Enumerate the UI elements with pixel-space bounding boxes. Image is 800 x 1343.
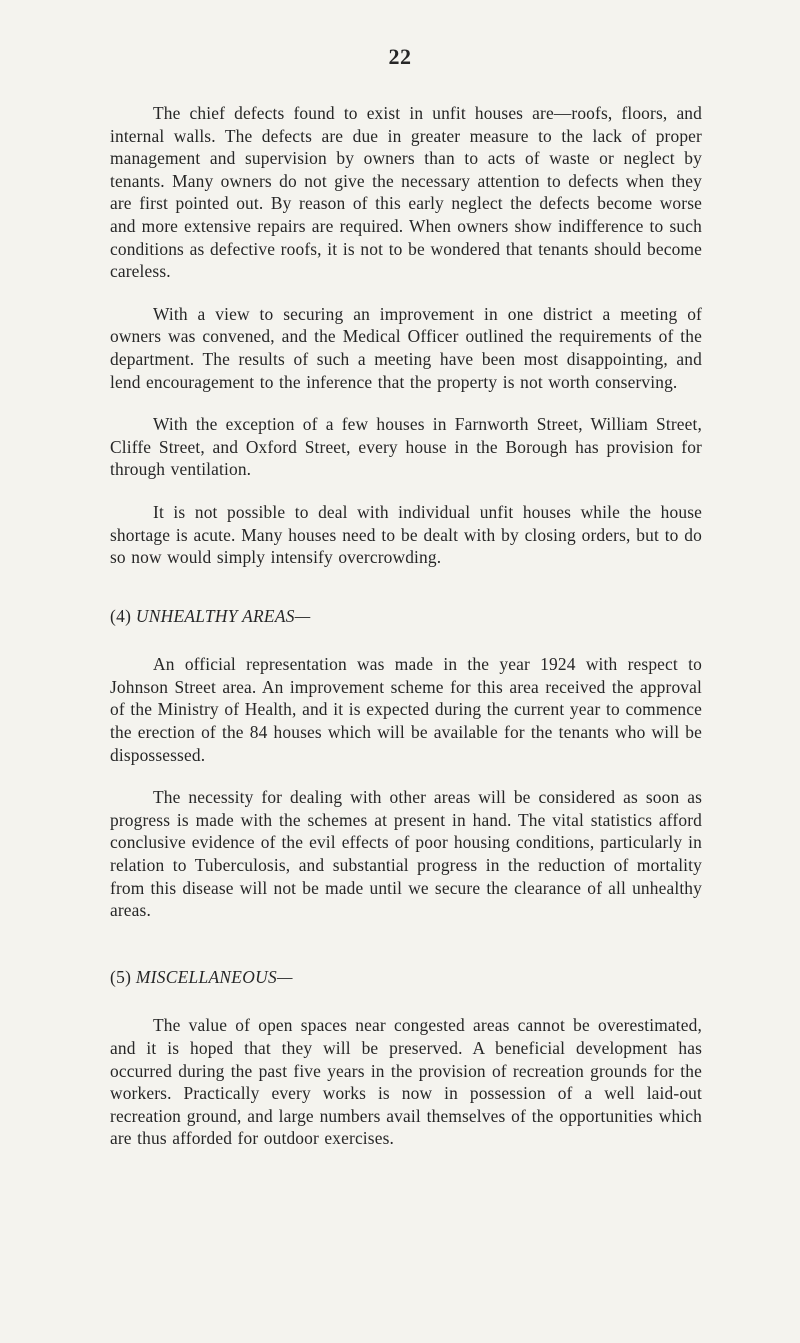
paragraph-johnson-street: An official representation was made in the year 1924 with respect to Johnson Street area. An improvement scheme for this area received the approval of the Ministry of Health, and it is expected during the current year to commence the erection of the 84 houses which will be available for the tenants who will be dispossessed. bbox=[110, 654, 702, 765]
section-number: (5) bbox=[110, 966, 132, 987]
paragraph-unfit-house-defects: The chief defects found to exist in unfit houses are—roofs, floors, and internal walls. The defects are due in greater measure to the lack of proper management and supervision by owners than to acts of waste or neglect by tenants. Many owners do not give the necessary attention to defects when they are first pointed out. By reason of this early neglect the defects become worse and more extensive repairs are required. When owners show indifference to such conditions as defective roofs, it is not to be wondered that tenants should become careless. bbox=[110, 103, 702, 282]
paragraph-other-areas: The necessity for dealing with other areas will be considered as soon as progress is made with the schemes at present in hand. The vital statistics afford conclusive evidence of the evil effects of poor housing conditions, particularly in relation to Tuberculosis, and substantial progress in the reduction of mortality from this disease will not be made until we secure the clearance of all unhealthy areas. bbox=[110, 787, 702, 921]
section-heading-miscellaneous bbox=[110, 966, 702, 989]
paragraph-open-spaces: The value of open spaces near congested areas cannot be overestimated, and it is hoped that they will be preserved. A beneficial development has occurred during the past five years in the provision of recreation grounds for the workers. Practically every works is now in possession of a well laid-out recreation ground, and large numbers avail themselves of the opportunities which are thus afforded for outdoor exercises. bbox=[110, 1015, 702, 1149]
paragraph-house-shortage: It is not possible to deal with individual unfit houses while the house shortage is acute. Many houses need to be dealt with by closing orders, but to do so now would simply intensify overcrowding. bbox=[110, 501, 702, 568]
paragraph-through-ventilation: With the exception of a few houses in Farnworth Street, William Street, Cliffe Street, and Oxford Street, every house in the Borough has provision for through ventilation. bbox=[110, 414, 702, 480]
section-title: MISCELLANEOUS— bbox=[135, 966, 293, 987]
section-number: (4) bbox=[110, 605, 132, 626]
page-number: 22 bbox=[388, 44, 412, 69]
body-text bbox=[110, 102, 702, 1170]
section-title: UNHEALTHY AREAS— bbox=[135, 605, 311, 626]
section-heading-unhealthy-areas bbox=[110, 605, 702, 628]
paragraph-owners-meeting: With a view to securing an improvement in one district a meeting of owners was convened, and the Medical Officer outlined the requirements of the department. The results of such a meeting have been most disappointing, and lend encouragement to the inference that the property is not worth conserving. bbox=[110, 303, 702, 392]
